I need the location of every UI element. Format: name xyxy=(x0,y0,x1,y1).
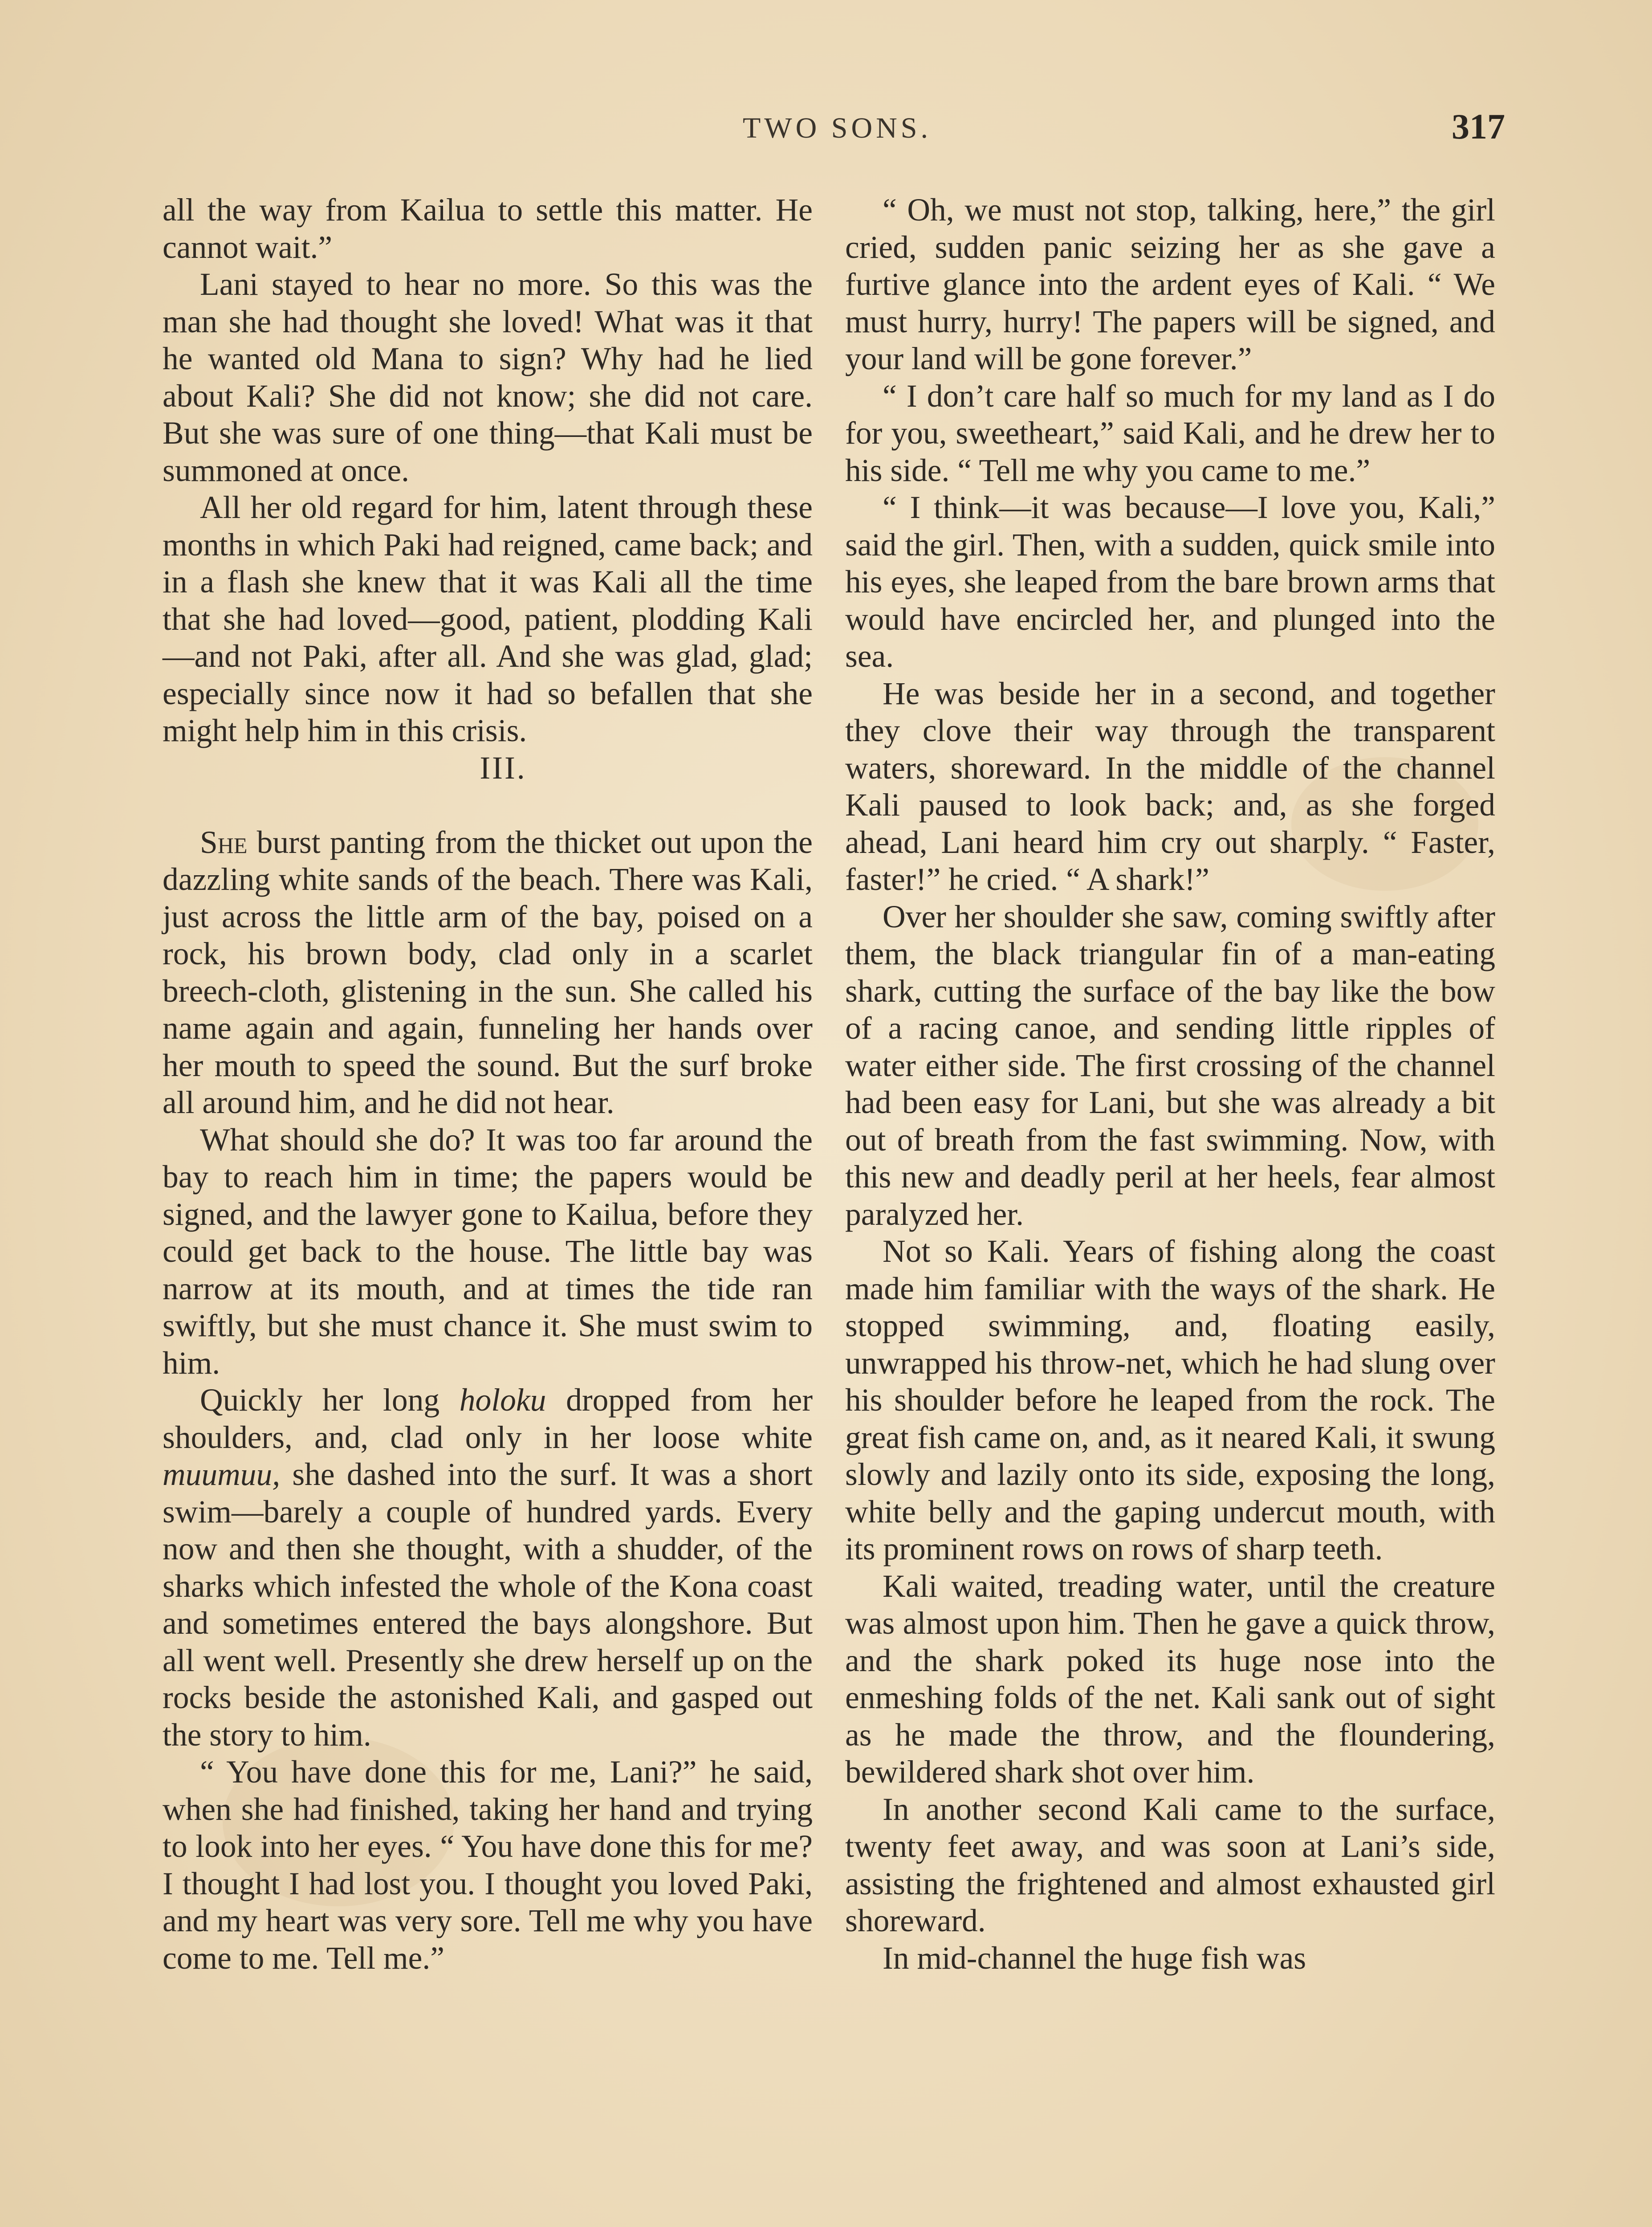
italic-term: muumuu, xyxy=(163,1457,281,1492)
page-header xyxy=(0,107,1652,165)
paragraph: Lani stayed to hear no more. So this was the man she had thought she loved! What was it that he wanted old Mana to sign? Why had he lied about Kali? She did not know; she did not care. But she was sure of one thing—that Kali must be summoned at once. xyxy=(163,267,813,488)
paragraph: Over her shoulder she saw, coming swiftly after them, the black triangular fin of a man-eating shark, cutting the surface of the bay like the bow of a racing canoe, and sending little ripples of water either side. The first crossing of the channel had been easy for Lani, but she was already a bit out of breath from the fast swimming. Now, with this new and deadly peril at her heels, fear almost paralyzed her. xyxy=(845,899,1495,1232)
paragraph xyxy=(163,1382,813,1754)
paragraph: Not so Kali. Years of fishing along the coast made him familiar with the ways of the shark. He stopped swimming, and, floating easily, unwrapped his throw-net, which he had slung over his shoulder before he leaped from the rock. The great fish came on, and, as it neared Kali, it swung slowly and lazily onto its side, exposing the long, white belly and the gaping undercut mouth, with its prominent rows on rows of sharp teeth. xyxy=(845,1234,1495,1566)
paragraph: “ You have done this for me, Lani?” he said, when she had finished, taking her hand and trying to look into her eyes. “ You have done this for me? I thought I had lost you. I thought you loved Paki, and my heart was very sore. Tell me why you have come to me. Tell me.” xyxy=(163,1754,813,1976)
paragraph: In mid-channel the huge fish was xyxy=(883,1940,1306,1976)
paragraph: “ Oh, we must not stop, talking, here,” the girl cried, sudden panic seizing her as she gave a furtive glance into the ardent eyes of Kali. “ We must hurry, hurry! The papers will be signed, and your land will be gone forever.” xyxy=(845,192,1495,376)
running-title: TWO SONS. xyxy=(742,112,932,144)
paragraph: In another second Kali came to the surface, twenty feet away, and was soon at Lani’s side, assisting the frightened and almost exhausted girl shoreward. xyxy=(845,1791,1495,1938)
paragraph: He was beside her in a second, and together they clove their way through the transparent waters, shoreward. In the middle of the channel Kali paused to look back; and, as she forged ahead, Lani heard him cry out sharply. “ Faster, faster!” he cried. “ A shark!” xyxy=(845,676,1495,897)
right-column xyxy=(845,192,1495,1977)
paragraph xyxy=(163,824,813,1122)
paragraph: “ I think—it was because—I love you, Kali,” said the girl. Then, with a sudden, quick smile into his eyes, she leaped from the bare brown arms that would have encircled her, and plunged into the sea. xyxy=(845,490,1495,674)
paragraph: all the way from Kailua to settle this matter. He cannot wait.” xyxy=(163,192,813,265)
paragraph-text: she dashed into the surf. It was a short swim—barely a couple of hundred yards. Every now and then she thought, with a shudder, of the sharks which infested the whole of the Kona coast and sometimes entered the bays alongshore. But all went well. Presently she drew herself up on the rocks beside the astonished Kali, and gasped out the story to him. xyxy=(163,1457,813,1753)
paragraph-text: burst panting from the thicket out upon the dazzling white sands of the beach. There was Kali, just across the little arm of the bay, poised on a rock, his brown body, clad only in a scarlet breech-cloth, glistening in the sun. She called his name again and again, funneling her hands over her mouth to speed the sound. But the surf broke all around him, and he did not hear. xyxy=(163,824,813,1120)
paragraph: Kali waited, treading water, until the creature was almost upon him. Then he gave a quick throw, and the shark poked its huge nose into the enmeshing folds of the net. Kali sank out of sight as he made the throw, and the floundering, bewildered shark shot over him. xyxy=(845,1568,1495,1790)
drop-word: She xyxy=(200,824,248,860)
paragraph-text: dropped from her shoulders, and, clad only in her loose white xyxy=(163,1383,813,1455)
section-heading: III. xyxy=(480,750,527,786)
page-number: 317 xyxy=(1452,107,1505,147)
italic-term: holoku xyxy=(459,1383,546,1418)
left-column xyxy=(163,192,813,1977)
paragraph: “ I don’t care half so much for my land as I do for you, sweetheart,” said Kali, and he drew her to his side. “ Tell me why you came to me.” xyxy=(845,378,1495,488)
paragraph: All her old regard for him, latent through these months in which Paki had reigned, came back; and in a flash she knew that it was Kali all the time that she had loved—good, patient, plodding Kali—and not Paki, after all. And she was glad, glad; especially since now it had so befallen that she might help him in this crisis. xyxy=(163,490,813,748)
paragraph-text: Quickly her long xyxy=(200,1383,440,1418)
paragraph: What should she do? It was too far around the bay to reach him in time; the papers would be signed, and the lawyer gone to Kailua, before they could get back to the house. The little bay was narrow at its mouth, and at times the tide ran swiftly, but she must chance it. She must swim to him. xyxy=(163,1122,813,1381)
